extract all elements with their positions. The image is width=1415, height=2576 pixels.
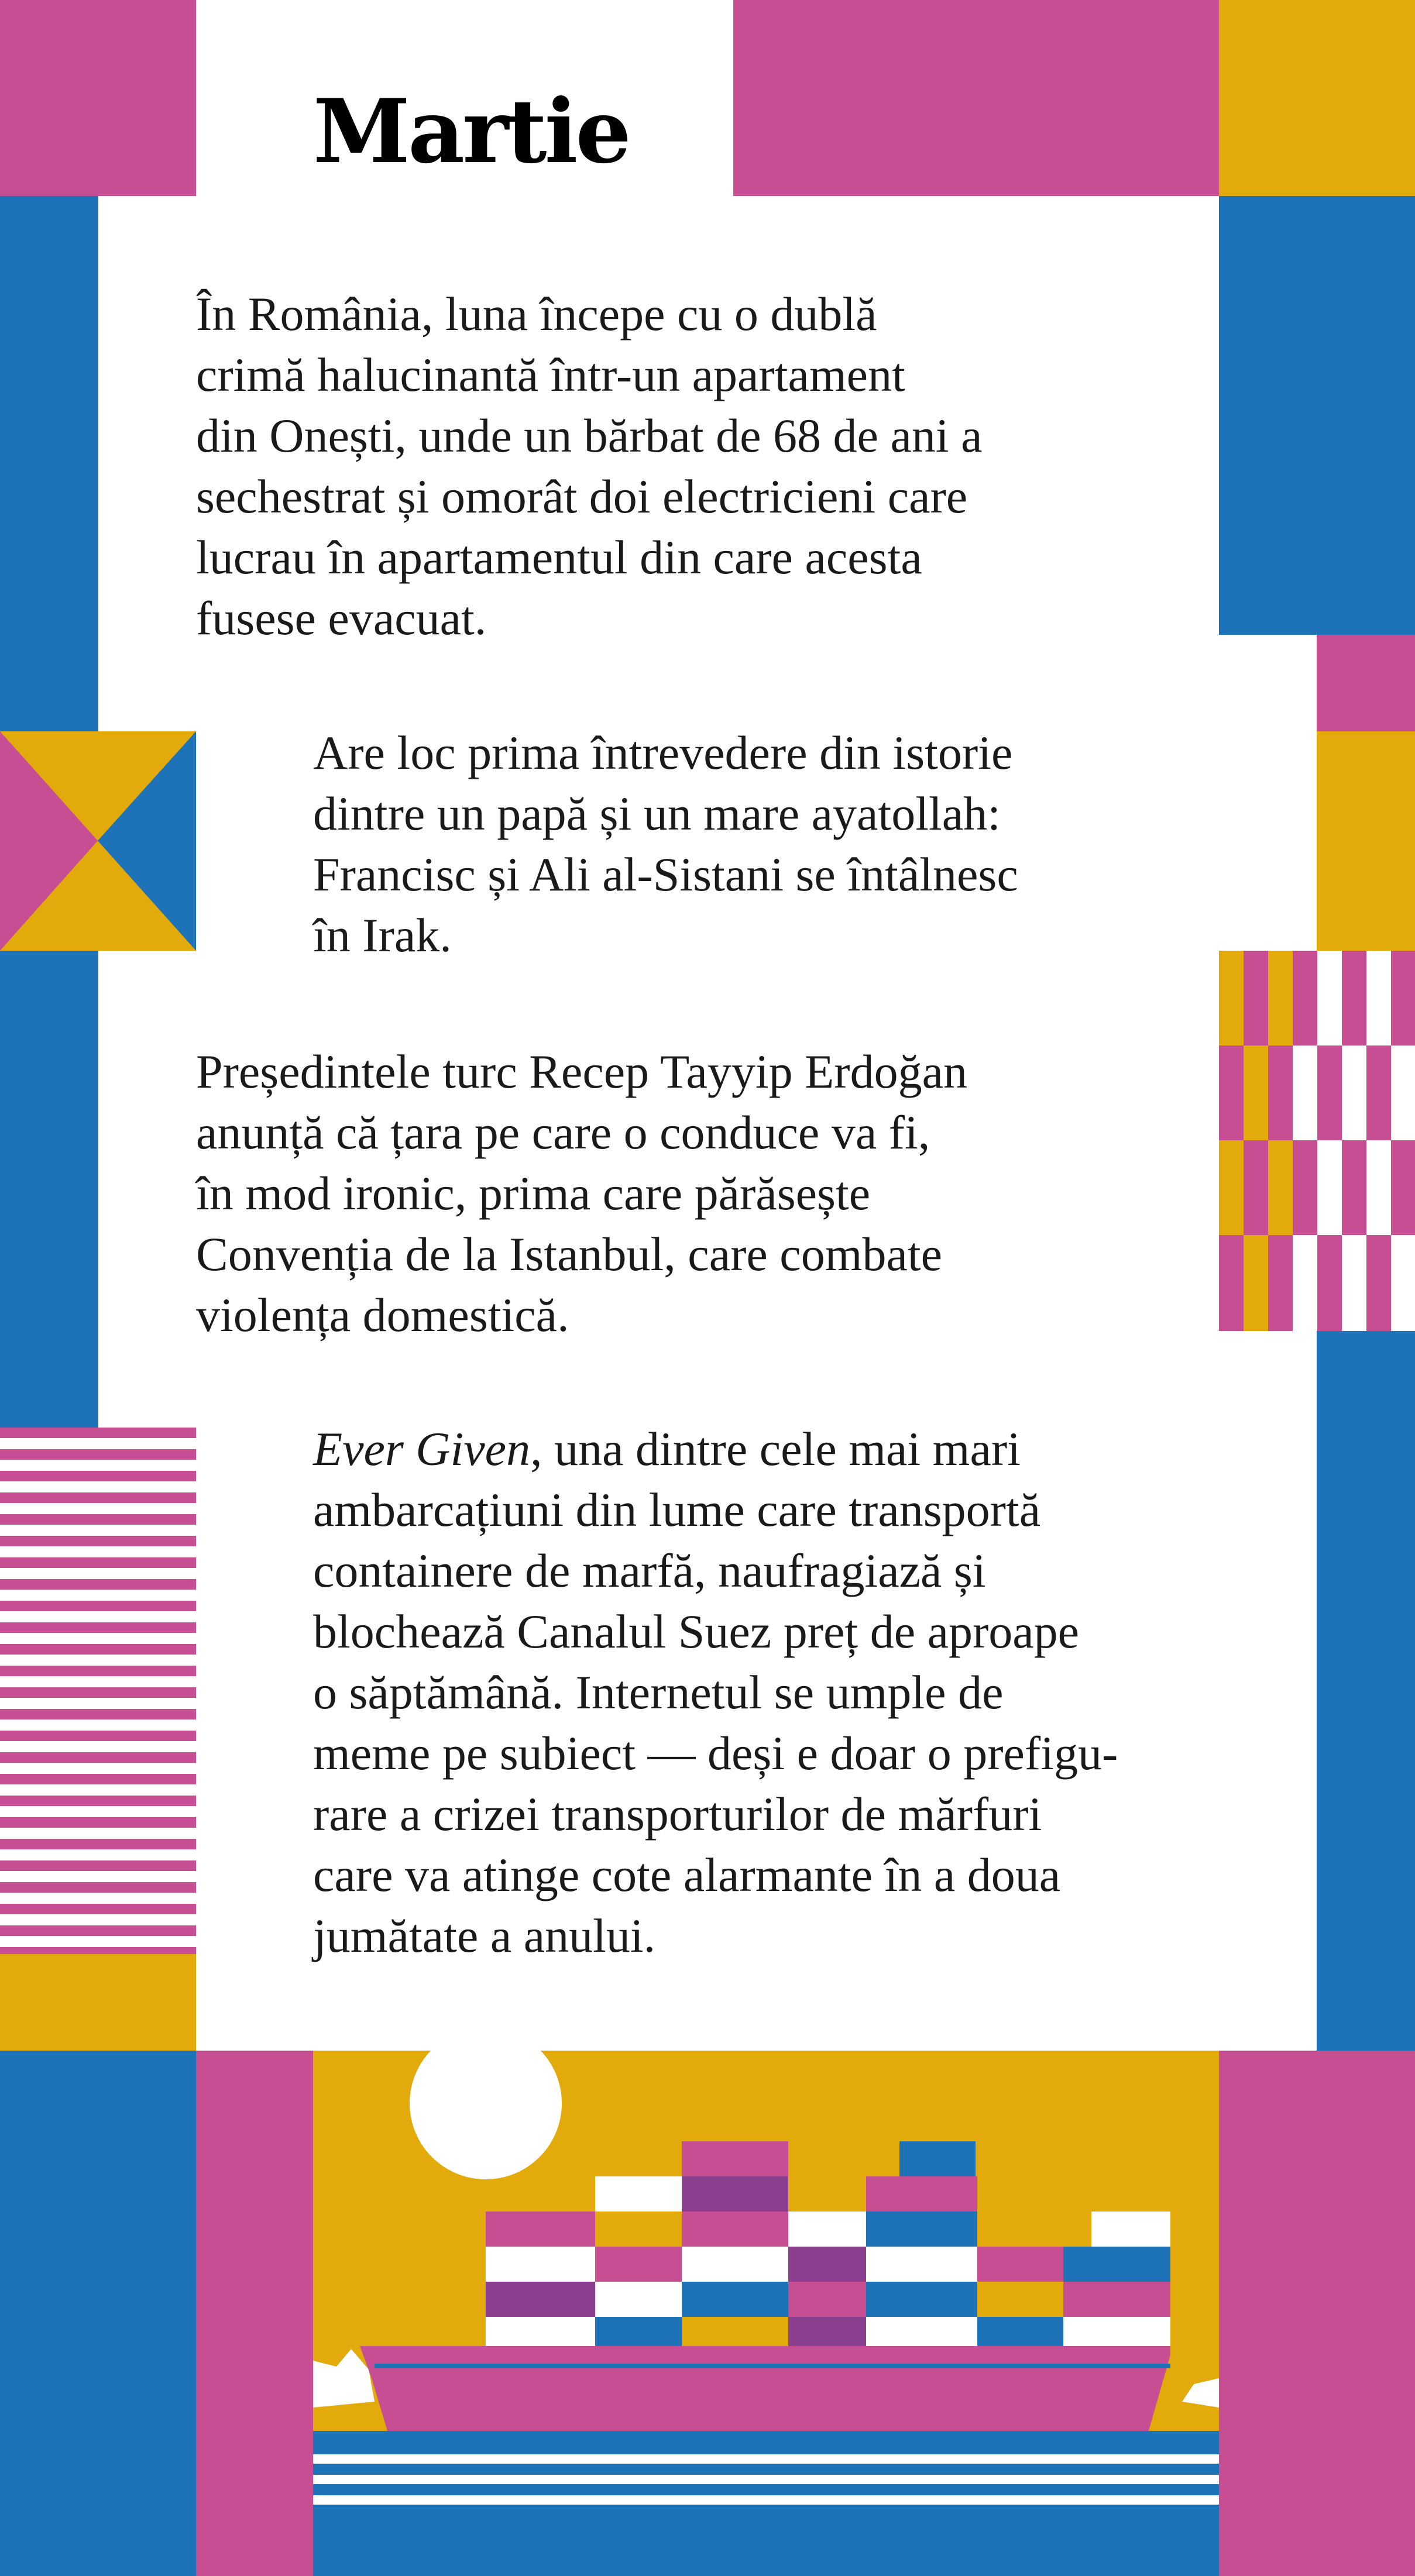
text-line: fusese evacuat. — [196, 591, 487, 645]
text-line: în Irak. — [313, 909, 452, 962]
deco-right-yellow — [1317, 731, 1415, 951]
ship-illustration — [0, 2051, 1415, 2576]
deco-right-blue-1 — [1219, 196, 1415, 635]
text-line — [313, 1419, 1118, 1480]
page-title: Martie — [313, 80, 629, 183]
deco-left-blue-1 — [0, 196, 98, 731]
text-line: Are loc prima întrevedere din istorie — [313, 726, 1013, 779]
text-line: crimă halucinantă într-un apartament — [196, 348, 905, 401]
ship-name: Ever Given — [313, 1422, 531, 1476]
deco-hourglass-icon — [0, 731, 196, 951]
deco-top-pink-bar — [733, 0, 1219, 196]
text-line: meme pe subiect — deși e doar o prefigu- — [313, 1726, 1118, 1780]
text-line: ambarcațiuni din lume care transportă — [313, 1483, 1041, 1536]
deco-right-blue-2 — [1317, 1331, 1415, 2051]
deco-top-left-pink — [0, 0, 196, 196]
text-line: blochează Canalul Suez preț de aproape — [313, 1605, 1080, 1658]
text-line: anunță că țara pe care o conduce va fi, — [196, 1106, 930, 1159]
text-line: În România, luna începe cu o dublă — [196, 287, 877, 341]
paragraph-ever-given — [313, 1419, 1118, 1966]
text-line: lucrau în apartamentul din care acesta — [196, 531, 922, 584]
text-line: containere de marfă, naufragiază și — [313, 1544, 986, 1597]
deco-left-stripes — [0, 1428, 196, 1954]
text-line: Francisc și Ali al-Sistani se întâlnesc — [313, 848, 1018, 901]
deco-right-pink — [1317, 635, 1415, 731]
text-line: din Onești, unde un bărbat de 68 de ani a — [196, 409, 983, 462]
text-line: dintre un papă și un mare ayatollah: — [313, 787, 1001, 840]
deco-right-checker — [1219, 951, 1415, 1331]
ship-hull — [360, 2346, 1170, 2437]
text-line: sechestrat și omorât doi electricieni care — [196, 470, 968, 523]
first-line-rest: , una dintre cele mai mari — [530, 1422, 1021, 1476]
text-line: violența domestică. — [196, 1288, 569, 1342]
text-line: o săptămână. Internetul se umple de — [313, 1666, 1004, 1719]
text-line: Convenția de la Istanbul, care combate — [196, 1227, 943, 1281]
text-line: în mod ironic, prima care părăsește — [196, 1167, 871, 1220]
deco-left-blue-2 — [0, 951, 98, 1428]
paragraph-erdogan — [196, 1041, 967, 1346]
deco-top-right-yellow — [1219, 0, 1415, 196]
text-line: care va atinge cote alarmante în a doua — [313, 1848, 1061, 1901]
text-line: Președintele turc Recep Tayyip Erdoğan — [196, 1045, 967, 1098]
text-line: jumătate a anului. — [313, 1909, 656, 1962]
paragraph-pope-ayatollah — [313, 723, 1018, 966]
deco-left-yellow — [0, 1954, 196, 2051]
text-line: rare a crizei transporturilor de mărfuri — [313, 1787, 1042, 1841]
paragraph-onesti — [196, 284, 983, 649]
